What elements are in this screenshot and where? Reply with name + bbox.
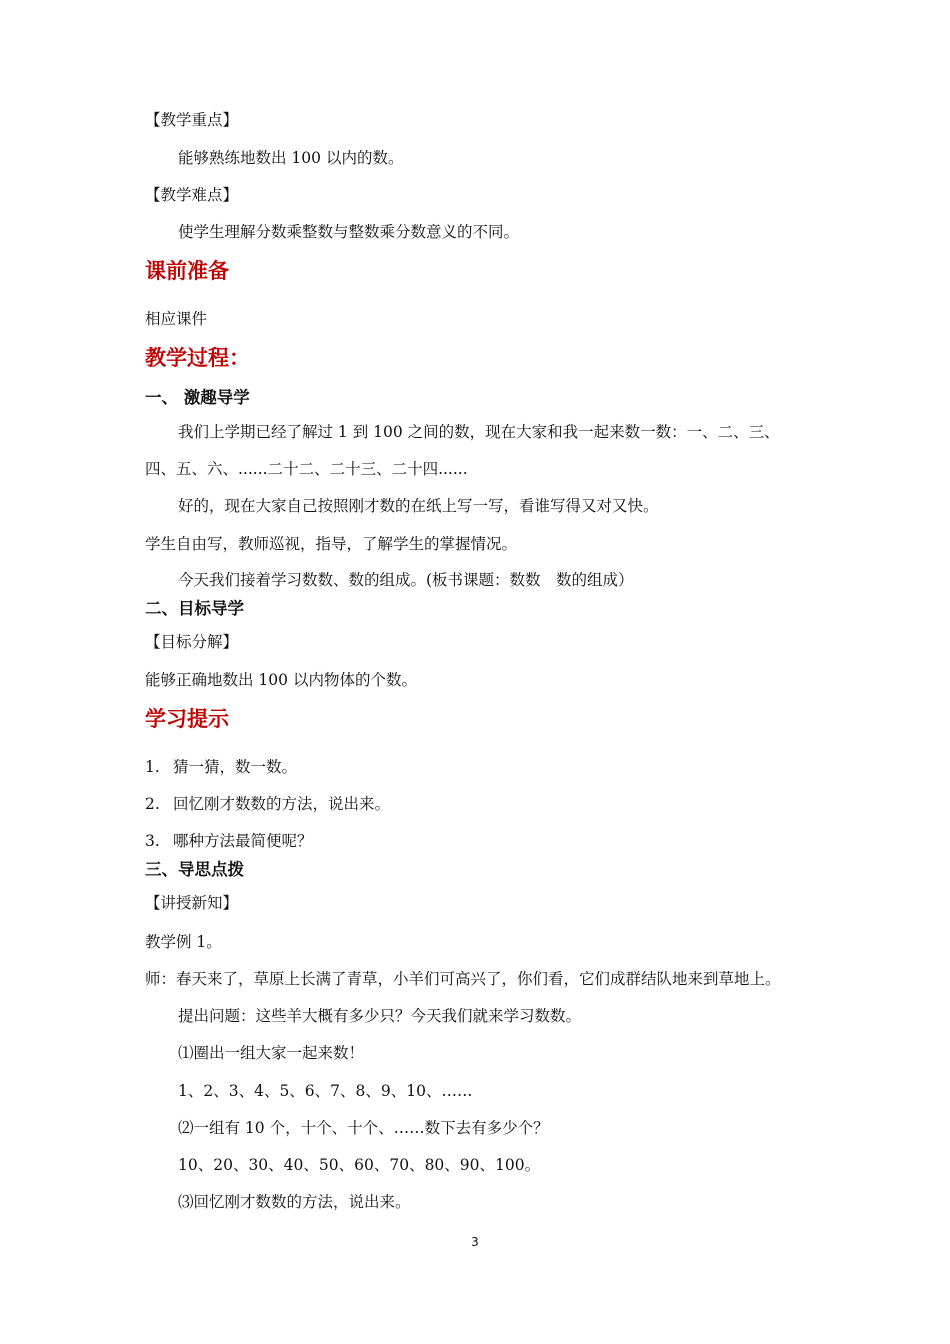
example-line: 教学例 1。 bbox=[145, 933, 222, 951]
goal-text: 能够正确地数出 100 以内物体的个数。 bbox=[145, 671, 417, 689]
new-knowledge-label: 【讲授新知】 bbox=[145, 894, 239, 912]
section-1-heading: 一、 激趣导学 bbox=[145, 388, 250, 407]
section-1-paragraph-1b: 四、五、六、......二十二、二十三、二十四...... bbox=[145, 460, 468, 478]
key-points-text: 能够熟练地数出 100 以内的数。 bbox=[178, 149, 404, 167]
list-item-text: 猜一猜，数一数。 bbox=[173, 758, 298, 776]
list-item-number: 1. bbox=[145, 758, 160, 776]
goal-label: 【目标分解】 bbox=[145, 633, 239, 651]
step-1-sequence: 1、2、3、4、5、6、7、8、9、10、…… bbox=[178, 1082, 473, 1100]
process-heading: 教学过程： bbox=[145, 346, 250, 370]
list-item bbox=[145, 831, 313, 851]
difficulty-label: 【教学难点】 bbox=[145, 186, 239, 204]
section-1-paragraph-1a: 我们上学期已经了解过 1 到 100 之间的数，现在大家和我一起来数一数：一、二、三、 bbox=[178, 423, 780, 441]
page-number: 3 bbox=[471, 1235, 479, 1249]
prep-text: 相应课件 bbox=[145, 310, 208, 328]
list-item-text: 回忆刚才数数的方法，说出来。 bbox=[173, 795, 391, 813]
step-3: ⑶回忆刚才数数的方法，说出来。 bbox=[178, 1193, 411, 1211]
difficulty-text: 使学生理解分数乘整数与整数乘分数意义的不同。 bbox=[178, 223, 520, 241]
key-points-label: 【教学重点】 bbox=[145, 111, 239, 129]
section-1-paragraph-2: 好的，现在大家自己按照刚才数的在纸上写一写，看谁写得又对又快。 bbox=[178, 497, 659, 515]
list-item bbox=[145, 794, 390, 814]
list-item bbox=[145, 757, 297, 777]
step-2-sequence: 10、20、30、40、50、60、70、80、90、100。 bbox=[178, 1156, 541, 1174]
question-line: 提出问题：这些羊大概有多少只？今天我们就来学习数数。 bbox=[178, 1007, 582, 1025]
step-2: ⑵一组有 10 个，十个、十个、……数下去有多少个？ bbox=[178, 1119, 549, 1137]
section-1-paragraph-4: 今天我们接着学习数数、数的组成。(板书课题：数数 数的组成） bbox=[178, 571, 634, 589]
tips-heading: 学习提示 bbox=[145, 707, 229, 731]
step-1: ⑴圈出一组大家一起来数！ bbox=[178, 1044, 365, 1062]
list-item-text: 哪种方法最简便呢？ bbox=[173, 832, 313, 850]
list-item-number: 3. bbox=[145, 832, 160, 850]
section-1-paragraph-3: 学生自由写，教师巡视，指导，了解学生的掌握情况。 bbox=[145, 535, 518, 553]
list-item-number: 2. bbox=[145, 795, 160, 813]
section-3-heading: 三、导思点拨 bbox=[145, 860, 244, 879]
teacher-line: 师：春天来了，草原上长满了青草，小羊们可高兴了，你们看，它们成群结队地来到草地上。 bbox=[145, 970, 781, 988]
section-2-heading: 二、目标导学 bbox=[145, 599, 244, 618]
prep-heading: 课前准备 bbox=[145, 259, 229, 283]
